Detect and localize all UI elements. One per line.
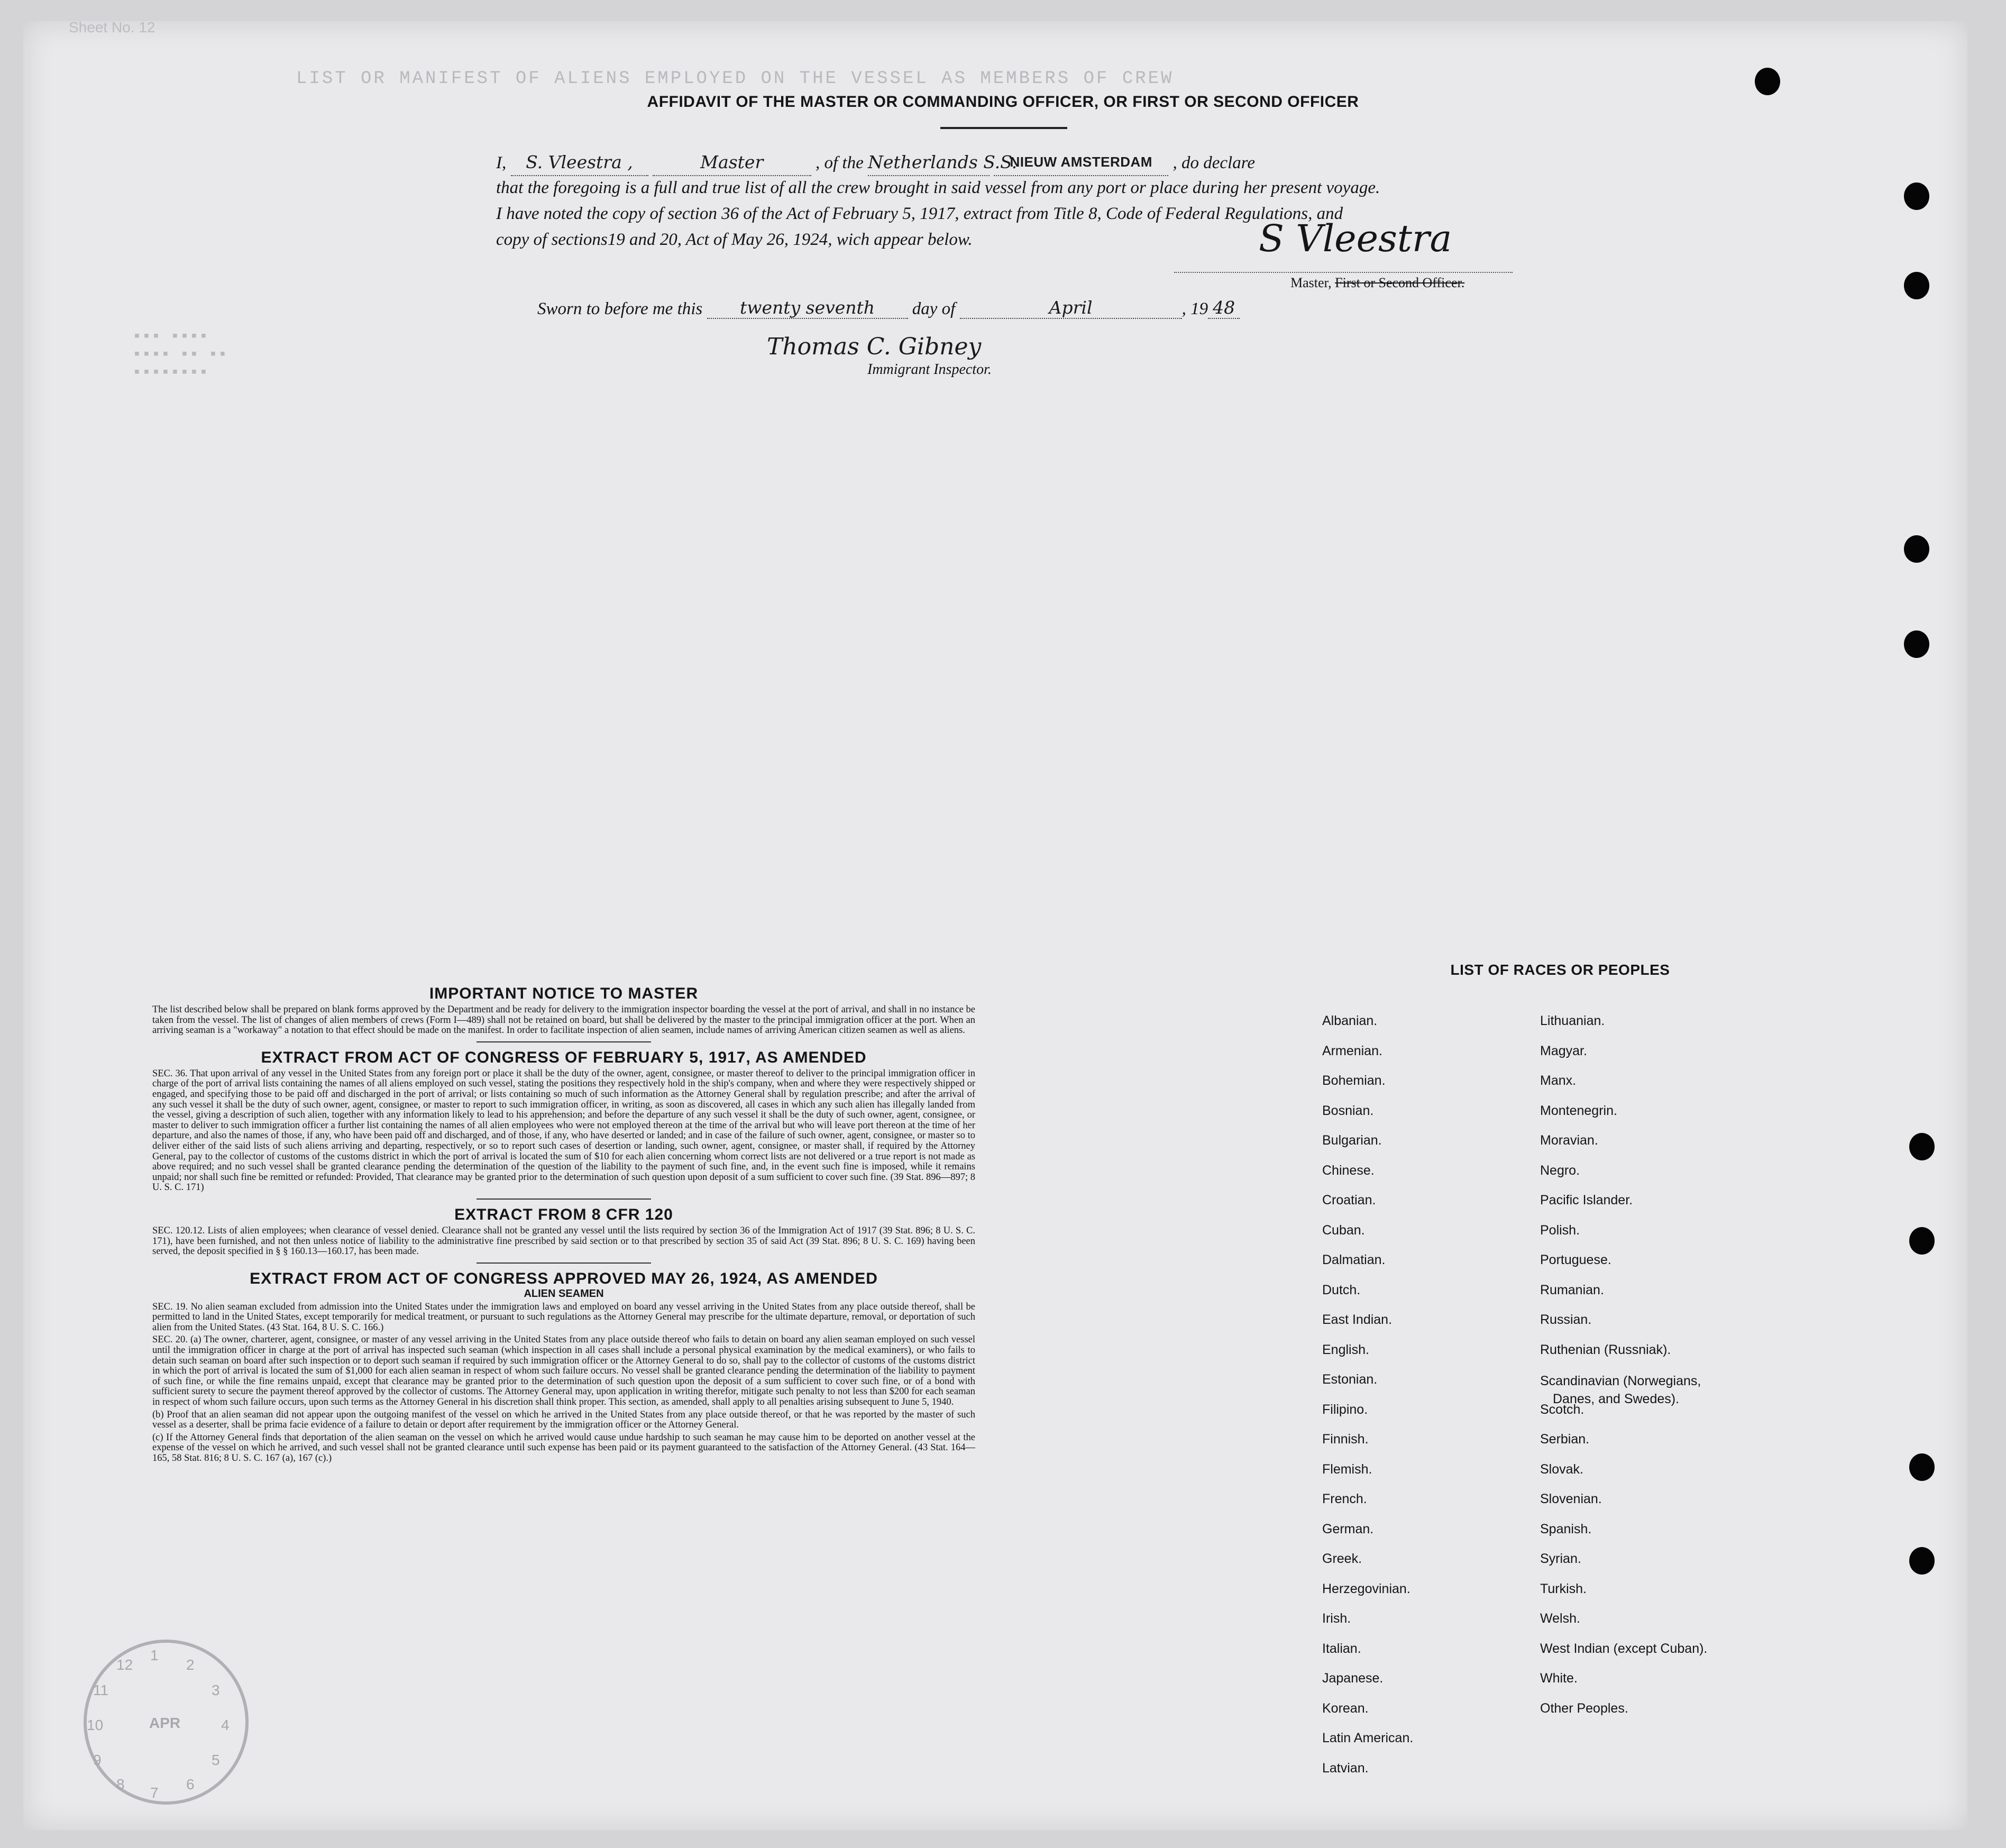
stamp-digit: 7	[150, 1785, 159, 1801]
rank-field: Master	[653, 149, 811, 176]
signature-caption	[1290, 275, 1464, 291]
stamp-digit: 9	[93, 1752, 102, 1768]
master-label: Master,	[1290, 275, 1332, 290]
stamp-digit: 1	[150, 1647, 159, 1663]
race-item: Italian.	[1322, 1641, 1361, 1656]
extract2-title: EXTRACT FROM 8 CFR 120	[454, 1205, 673, 1223]
race-item: Chinese.	[1322, 1163, 1375, 1178]
race-item: Slovenian.	[1540, 1492, 1602, 1506]
race-item: Filipino.	[1322, 1402, 1368, 1417]
race-item: Moravian.	[1540, 1133, 1598, 1148]
master-signature: S Vleestra	[1259, 217, 1452, 260]
bleed-through-title: LIST OR MANIFEST OF ALIENS EMPLOYED ON THE VESSEL AS MEMBERS OF CREW	[296, 69, 1174, 89]
race-item: Ruthenian (Russniak).	[1540, 1342, 1671, 1357]
race-item: Bohemian.	[1322, 1073, 1386, 1088]
races-left-column	[1322, 1013, 1413, 1790]
punch-hole	[1909, 1453, 1935, 1481]
race-item: Syrian.	[1540, 1551, 1581, 1566]
race-item: Irish.	[1322, 1611, 1351, 1626]
race-item: East Indian.	[1322, 1312, 1393, 1327]
i-label: I,	[496, 153, 507, 172]
inspector-signature: Thomas C. Gibney	[767, 333, 982, 360]
master-name-field: S. Vleestra ,	[511, 149, 648, 176]
race-item-line: Danes, and Swedes).	[1553, 1392, 1680, 1406]
punch-hole	[1909, 1547, 1935, 1575]
bleed-through-text: ▪▪▪ ▪▪▪▪ ▪▪▪▪ ▪▪ ▪▪ ▪▪▪▪▪▪▪▪	[132, 328, 228, 382]
stamp-digit: 5	[212, 1752, 220, 1768]
day-of-label: day of	[912, 299, 956, 318]
stamp-digit: 2	[186, 1657, 195, 1673]
sworn-prefix: Sworn to before me this	[537, 299, 703, 318]
stamp-digit: 10	[87, 1717, 104, 1733]
races-right-column	[1540, 1013, 1707, 1731]
race-item: Flemish.	[1322, 1461, 1372, 1477]
statement-line-2: that the foregoing is a full and true list of all the crew brought in said vessel from any port or place during her present voyage.	[496, 178, 1380, 197]
legal-notice	[152, 985, 975, 1464]
race-item-line: Scandinavian (Norwegians,	[1540, 1374, 1701, 1388]
statement-line-4: copy of sections19 and 20, Act of May 26, 1924, wich appear below.	[496, 230, 973, 249]
race-item: Armenian.	[1322, 1043, 1382, 1058]
punch-hole	[1909, 1227, 1935, 1255]
race-item: Greek.	[1322, 1551, 1362, 1566]
punch-hole	[1755, 68, 1780, 95]
extract3-sec19: SEC. 19. No alien seaman excluded from admission into the United States under the immigration laws and employed on board any vessel arriving in the United States from any place outside thereof, shall be permitted to land in the United States, except temporarily for medical treatment, or pursuant to such regulations as the Attorney General may prescribe for the ultimate departure, removal, or deportation of such alien from the United States. (43 Stat. 164, 8 U. S. C. 166.)	[152, 1301, 975, 1333]
punch-hole	[1904, 630, 1929, 658]
separator	[477, 1263, 651, 1264]
race-item: Slovak.	[1540, 1461, 1583, 1477]
extract3-sec20a: SEC. 20. (a) The owner, charterer, agent, consignee, or master of any vessel arriving in the United States from any place outside thereof who fails to detain on board any alien seaman employed on such vessel until the immigration officer in charge at the port of arrival has inspected such seaman (which inspection in all cases shall include a personal physical examination by the medical examiners), or who fails to detain such seaman on board after such inspection or to deport such seaman if required by such immigration officer or the Attorney General to do so, shall pay to the collector of customs of the customs district in which the port of arrival is located the sum of $1,000 for each alien seaman in respect of whom such failure occurs. No vessel shall be granted clearance pending the determination of the liability to payment of such fine, or while the fine remains unpaid, except that clearance may be granted prior to the determination of such question upon the deposit of a sum sufficient to cover such fine, or of a bond with sufficient surety to secure the payment thereof approved by the collector of customs. The Attorney General may, upon application in writing therefor, mitigate such penalty to not less than $200 for each seaman in respect of whom such failure occurs, upon such terms as the Attorney General in his discretion shall think proper. This section, as amended, shall apply to all penalties arising subsequent to June 5, 1940.	[152, 1334, 975, 1408]
stamp-digit: 6	[186, 1776, 195, 1792]
signature-line	[1174, 272, 1513, 273]
stamp-digit: 4	[221, 1717, 230, 1733]
race-item: Other Peoples.	[1540, 1700, 1628, 1716]
race-item: Albanian.	[1322, 1013, 1378, 1028]
race-item: Dutch.	[1322, 1282, 1361, 1297]
affidavit-title: AFFIDAVIT OF THE MASTER OR COMMANDING OFFICER, OR FIRST OR SECOND OFFICER	[647, 93, 1359, 111]
race-item: Croatian.	[1322, 1193, 1376, 1207]
race-item: German.	[1322, 1521, 1374, 1536]
do-declare-label: , do declare	[1173, 153, 1255, 172]
separator	[477, 1041, 651, 1042]
punch-hole	[1904, 272, 1929, 299]
sworn-line	[537, 297, 1240, 319]
extract3-sec20b: (b) Proof that an alien seaman did not appear upon the outgoing manifest of the vessel on which he arrived in the United States from any place outside thereof, or that he was reported by the master of such vessel as a deserter, shall be prima facie evidence of a failure to detain or deport after requirement by the immigration officer or the Attorney General.	[152, 1409, 975, 1431]
stamp-digit: 8	[116, 1776, 125, 1792]
race-item: Bosnian.	[1322, 1103, 1374, 1118]
race-item: Scotch.	[1540, 1402, 1584, 1417]
race-item: Montenegrin.	[1540, 1103, 1617, 1118]
race-item: Turkish.	[1540, 1581, 1587, 1596]
date-stamp	[84, 1640, 249, 1805]
race-item: Pacific Islander.	[1540, 1193, 1633, 1207]
extract3-sec20c: (c) If the Attorney General finds that deportation of the alien seaman on the vessel on which he arrived would cause undue hardship to such seaman he may cause him to be deported on another vessel at the expense of the vessel on which he arrived, and such vessel shall not be granted clearance until such expense has been paid or its payment guaranteed to the satisfaction of the Attorney General. (43 Stat. 164—165, 58 Stat. 816; 8 U. S. C. 167 (a), 167 (c).)	[152, 1432, 975, 1463]
extract2-body: SEC. 120.12. Lists of alien employees; when clearance of vessel denied. Clearance shall not be granted any vessel until the lists required by section 36 of the Immigration Act of 1917 (39 Stat. 896; 8 U. S. C. 171), have been furnished, and not then unless notice of liability to the administrative fine prescribed by said section or to that prescribed by section 35 of said Act (39 Stat. 896; 8 U. S. C. 169) having been served, the deposit specified in § § 160.13—160.17, has been made.	[152, 1225, 975, 1257]
inspector-label: Immigrant Inspector.	[867, 361, 992, 378]
race-item: Manx.	[1540, 1073, 1577, 1088]
extract1-body: SEC. 36. That upon arrival of any vessel in the United States from any foreign port or place it shall be the duty of the owner, agent, consignee, or master thereof to deliver to the principal immigration officer in charge of the port of arrival lists containing the names of all aliens employed on such vessel, stating the positions they respectively hold in the ship's company, when and where they were respectively shipped or engaged, and specifying those to be paid off and discharged in the port of arrival; or lists containing so much of such information as the Attorney General shall by regulation prescribe; and after the arrival of any such vessel it shall be the duty of such owner, agent, consignee, or master to report to such immigration officer, in writing, as soon as discovered, all cases in which any such alien has illegally landed from the vessel, giving a description of such alien, together with any information likely to lead to his apprehension; and before the departure of any such vessel it shall be the duty of such owner, agent, consignee, or master to deliver to such immigration officer a further list containing the names of all alien employees who were not employed thereon at the time of the arrival but who will leave port thereon at the time of her departure, and also the names of those, if any, who have been paid off and discharged, and of those, if any, who have deserted or landed; and in case of the failure of such owner, agent, consignee, or master so to deliver either of the said lists of such aliens arriving and departing, respectively, or so to report such cases of desertion or landing, such owner, agent, consignee, or master shall, if required by the Attorney General, pay to the collector of customs of the customs district in which the port of arrival is located the sum of $10 for each alien concerning whom correct lists are not delivered or a true report is not made as above required; and no such vessel shall be granted clearance pending the determination of the question of the liability to the payment of such fine, and, in the event such fine is imposed, while it remains unpaid; nor shall such fine be remitted or refunded: Provided, That clearance may be granted prior to the determination of such question upon deposit of a sum sufficient to cover such fine. (39 Stat. 896—897; 8 U. S. C. 171)	[152, 1068, 975, 1193]
declaration-line	[496, 149, 1543, 175]
race-item: Bulgarian.	[1322, 1133, 1382, 1148]
vessel-name-field: NIEUW AMSTERDAM	[994, 149, 1168, 176]
sworn-month-field: April	[960, 297, 1182, 319]
race-item: French.	[1322, 1492, 1367, 1506]
struck-officer-label: First or Second Officer.	[1335, 275, 1465, 290]
stamp-digit: 12	[116, 1657, 133, 1673]
race-item: Cuban.	[1322, 1222, 1365, 1238]
race-item: Serbian.	[1540, 1432, 1590, 1447]
statement-line-3: I have noted the copy of section 36 of the Act of February 5, 1917, extract from Title 8, Code of Federal Regulations, and	[496, 204, 1343, 223]
race-item: Welsh.	[1540, 1611, 1580, 1626]
race-item: Russian.	[1540, 1312, 1592, 1327]
notice-title: IMPORTANT NOTICE TO MASTER	[429, 985, 699, 1002]
race-item: Rumanian.	[1540, 1282, 1604, 1297]
races-list	[1322, 962, 1798, 1776]
race-item: Spanish.	[1540, 1521, 1592, 1536]
sheet-number: Sheet No. 12	[69, 19, 155, 35]
race-item: Latvian.	[1322, 1760, 1369, 1776]
stamp-center: APR	[149, 1715, 181, 1731]
race-item: Herzegovinian.	[1322, 1581, 1410, 1596]
notice-body: The list described below shall be prepared on blank forms approved by the Department and be ready for delivery to the immigration inspector boarding the vessel at the port of arrival, and shall in no instance be taken from the vessel. The list of changes of alien members of crews (Form I—489) shall not be retained on board, but shall be delivered by the master to the principal immigration officer at the port. When an arriving seaman is a "workaway" a notation to that effect should be made on the manifest. In order to facilitate inspection of alien seamen, include names of arriving American citizen seamen as well as aliens.	[152, 1004, 975, 1036]
races-title: LIST OF RACES OR PEOPLES	[1450, 962, 1670, 978]
race-item: Latin American.	[1322, 1731, 1414, 1745]
sworn-day-field: twenty seventh	[707, 297, 908, 319]
race-item: Magyar.	[1540, 1043, 1587, 1058]
extract3-title: EXTRACT FROM ACT OF CONGRESS APPROVED MAY 26, 1924, AS AMENDED	[250, 1269, 878, 1287]
race-item: English.	[1322, 1342, 1369, 1357]
race-item: Japanese.	[1322, 1671, 1384, 1686]
race-item: Negro.	[1540, 1163, 1580, 1178]
punch-hole	[1904, 535, 1929, 563]
extract1-title: EXTRACT FROM ACT OF CONGRESS OF FEBRUARY 5, 1917, AS AMENDED	[261, 1048, 867, 1066]
race-item: Portuguese.	[1540, 1252, 1611, 1267]
line-field: Netherlands S.S.	[868, 149, 990, 176]
year-prefix: , 19	[1181, 299, 1208, 318]
of-the-label: , of the	[816, 153, 864, 172]
race-item: Korean.	[1322, 1700, 1369, 1716]
race-item: Lithuanian.	[1540, 1013, 1605, 1028]
punch-hole	[1904, 182, 1929, 210]
race-item: Dalmatian.	[1322, 1252, 1386, 1267]
title-rule	[940, 127, 1067, 129]
race-item: Finnish.	[1322, 1432, 1369, 1447]
race-item: Estonian.	[1322, 1372, 1378, 1387]
stamp-digit: 11	[93, 1682, 109, 1698]
punch-hole	[1909, 1133, 1935, 1160]
race-item	[1540, 1372, 1707, 1406]
extract3-subtitle: ALIEN SEAMEN	[524, 1287, 604, 1300]
stamp-digit: 3	[212, 1682, 220, 1698]
year-field: 48	[1208, 297, 1240, 319]
race-item: West Indian (except Cuban).	[1540, 1641, 1708, 1656]
separator	[477, 1199, 651, 1200]
race-item: White.	[1540, 1671, 1578, 1686]
race-item: Polish.	[1540, 1222, 1580, 1238]
